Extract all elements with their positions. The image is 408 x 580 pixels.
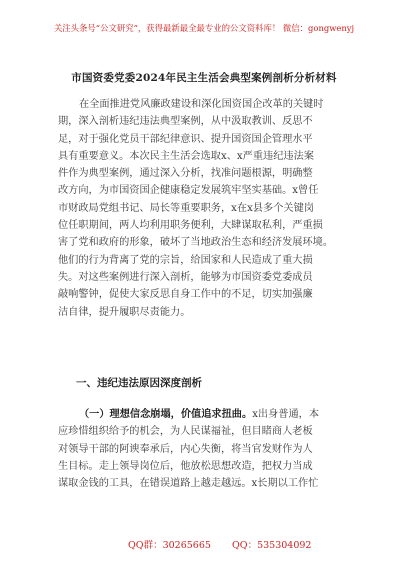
qq-number: QQ：535304092 (232, 540, 312, 551)
document-title: 市国资委党委2024年民主生活会典型案例剖析分析材料 (71, 72, 337, 84)
qq-group-number: QQ群：30265665 (128, 540, 211, 551)
paragraph-line: 改方向，为市国资国企健康稳定发展筑牢坚实基础。x曾任 (58, 185, 319, 197)
paragraph-line: 对领导干部的阿谀奉承后，内心失衡，将当官发财作为人 (58, 443, 313, 455)
paragraph-line: 足，对于强化党员干部纪律意识、提升国资国企管理水平 (58, 133, 313, 145)
paragraph-line: 具有重要意义。本次民主生活会选取x、x严重违纪违法案 (58, 150, 314, 162)
paragraph-line: 洁自律，提升履职尽责能力。 (58, 306, 191, 318)
subsection-heading: （一）理想信念崩塌，价值追求扭曲。 (79, 408, 253, 420)
paragraph-line: 失。对这些案例进行深入剖析，能够为市国资委党委成员 (58, 271, 313, 283)
paragraph-line (58, 406, 350, 423)
paragraph-subsection-1 (58, 406, 350, 492)
paragraph-line: 生目标。走上领导岗位后，他放松思想改造，把权力当成 (58, 460, 313, 472)
header-banner: 关注头条号“公文研究”，获得最新最全最专业的公文资料库！ 微信：gongwenyj (53, 23, 355, 33)
paragraph-line: 在全面推进党风廉政建设和深化国资国企改革的关键时 (79, 99, 324, 110)
paragraph-line: 应珍惜组织给予的机会，为人民谋福祉，但目睹商人老板 (58, 426, 313, 438)
paragraph-intro (58, 96, 350, 321)
paragraph-text: x出身普通，本 (252, 409, 320, 420)
paragraph-line: 他们的行为背离了党的宗旨，给国家和人民造成了重大损 (58, 254, 313, 266)
paragraph-line: 谋取金钱的工具，在错误道路上越走越远。x长期以工作忙 (58, 478, 319, 490)
paragraph-line: 位任职期间，两人均利用职务便利，大肆谋取私利，严重损 (58, 220, 323, 232)
paragraph-line: 市财政局党组书记、局长等重要职务，x在x县多个关键岗 (58, 202, 314, 214)
paragraph-line: 敲响警钟，促使大家反思自身工作中的不足，切实加强廉 (58, 289, 313, 301)
paragraph-line: 害了党和政府的形象，破坏了当地政治生态和经济发展环境。 (58, 237, 334, 249)
paragraph-line: 期，深入剖析违纪违法典型案例，从中汲取教训、反思不 (58, 116, 313, 128)
paragraph-line: 件作为典型案例，通过深入分析，找准问题根源，明确整 (58, 168, 313, 180)
section-heading: 一、违纪违法原因深度剖析 (76, 377, 202, 389)
